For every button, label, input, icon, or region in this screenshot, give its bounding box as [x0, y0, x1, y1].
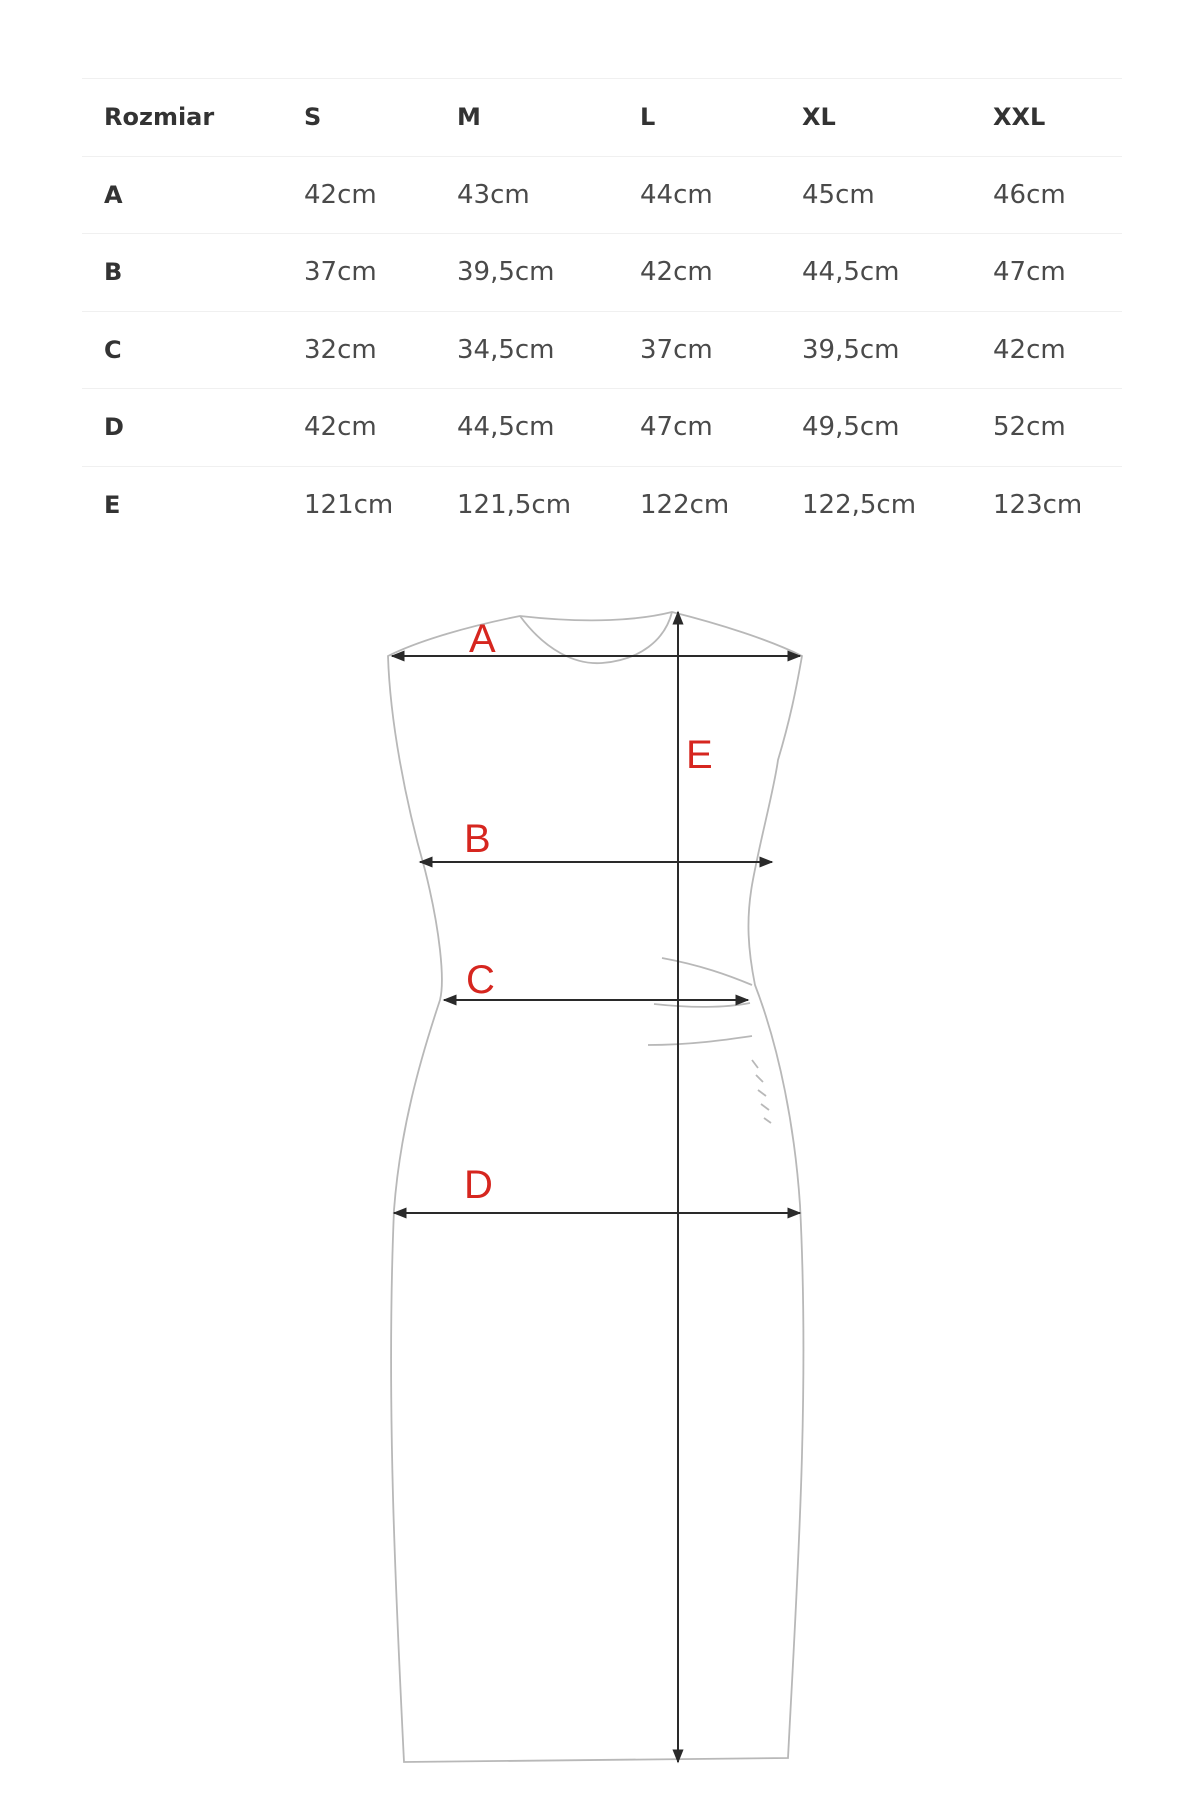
header-size-xl: XL — [802, 103, 836, 132]
table-row — [82, 311, 1122, 389]
header-size-s: S — [304, 103, 322, 132]
table-cell: 122,5cm — [802, 490, 917, 520]
table-cell: 37cm — [640, 334, 713, 365]
row-label-a: A — [104, 180, 123, 209]
table-cell: 121cm — [304, 490, 394, 520]
table-row — [82, 156, 1122, 234]
row-label-b: B — [104, 258, 123, 287]
table-cell: 43cm — [457, 179, 530, 210]
table-row — [82, 389, 1122, 467]
measure-label-e: E — [686, 733, 713, 777]
table-row — [82, 466, 1122, 544]
dress-neckline — [520, 612, 672, 663]
table-cell: 42cm — [640, 257, 713, 288]
table-header-row — [82, 79, 1122, 157]
table-cell: 32cm — [304, 334, 377, 365]
row-label-d: D — [104, 413, 124, 442]
header-size-m: M — [457, 103, 481, 132]
table-cell: 123cm — [993, 490, 1083, 520]
header-label-cell: Rozmiar — [104, 103, 215, 132]
table-cell: 52cm — [993, 412, 1066, 443]
header-size-l: L — [640, 103, 656, 132]
table-cell: 44,5cm — [802, 257, 900, 288]
measure-label-a: A — [469, 617, 496, 661]
row-label-c: C — [104, 335, 122, 364]
dress-gather-lines — [752, 1060, 771, 1123]
table-cell: 44,5cm — [457, 412, 555, 443]
table-cell: 121,5cm — [457, 490, 572, 520]
table-cell: 49,5cm — [802, 412, 900, 443]
table-cell: 44cm — [640, 179, 713, 210]
table-cell: 47cm — [993, 257, 1066, 288]
table-cell: 39,5cm — [457, 257, 555, 288]
table-row — [82, 234, 1122, 312]
measure-label-d: D — [464, 1163, 493, 1207]
measurement-arrows — [392, 612, 800, 1762]
dress-fold-2 — [654, 1003, 750, 1007]
table-cell: 122cm — [640, 490, 730, 520]
table-cell: 42cm — [993, 334, 1066, 365]
table-cell: 37cm — [304, 257, 377, 288]
dress-outline — [388, 612, 803, 1762]
table-cell: 42cm — [304, 179, 377, 210]
table-cell: 39,5cm — [802, 334, 900, 365]
table-cell: 45cm — [802, 179, 875, 210]
measure-label-c: C — [466, 958, 495, 1002]
table-cell: 34,5cm — [457, 334, 555, 365]
dress-fold-3 — [648, 1036, 752, 1045]
row-label-e: E — [104, 491, 121, 519]
table-cell: 46cm — [993, 179, 1066, 210]
size-table — [82, 78, 1122, 544]
dress-silhouette — [388, 612, 803, 1762]
dress-fold-1 — [662, 958, 752, 985]
header-size-xxl: XXL — [993, 103, 1046, 132]
table-cell: 47cm — [640, 412, 713, 443]
measure-label-b: B — [464, 817, 491, 861]
table-cell: 42cm — [304, 412, 377, 443]
